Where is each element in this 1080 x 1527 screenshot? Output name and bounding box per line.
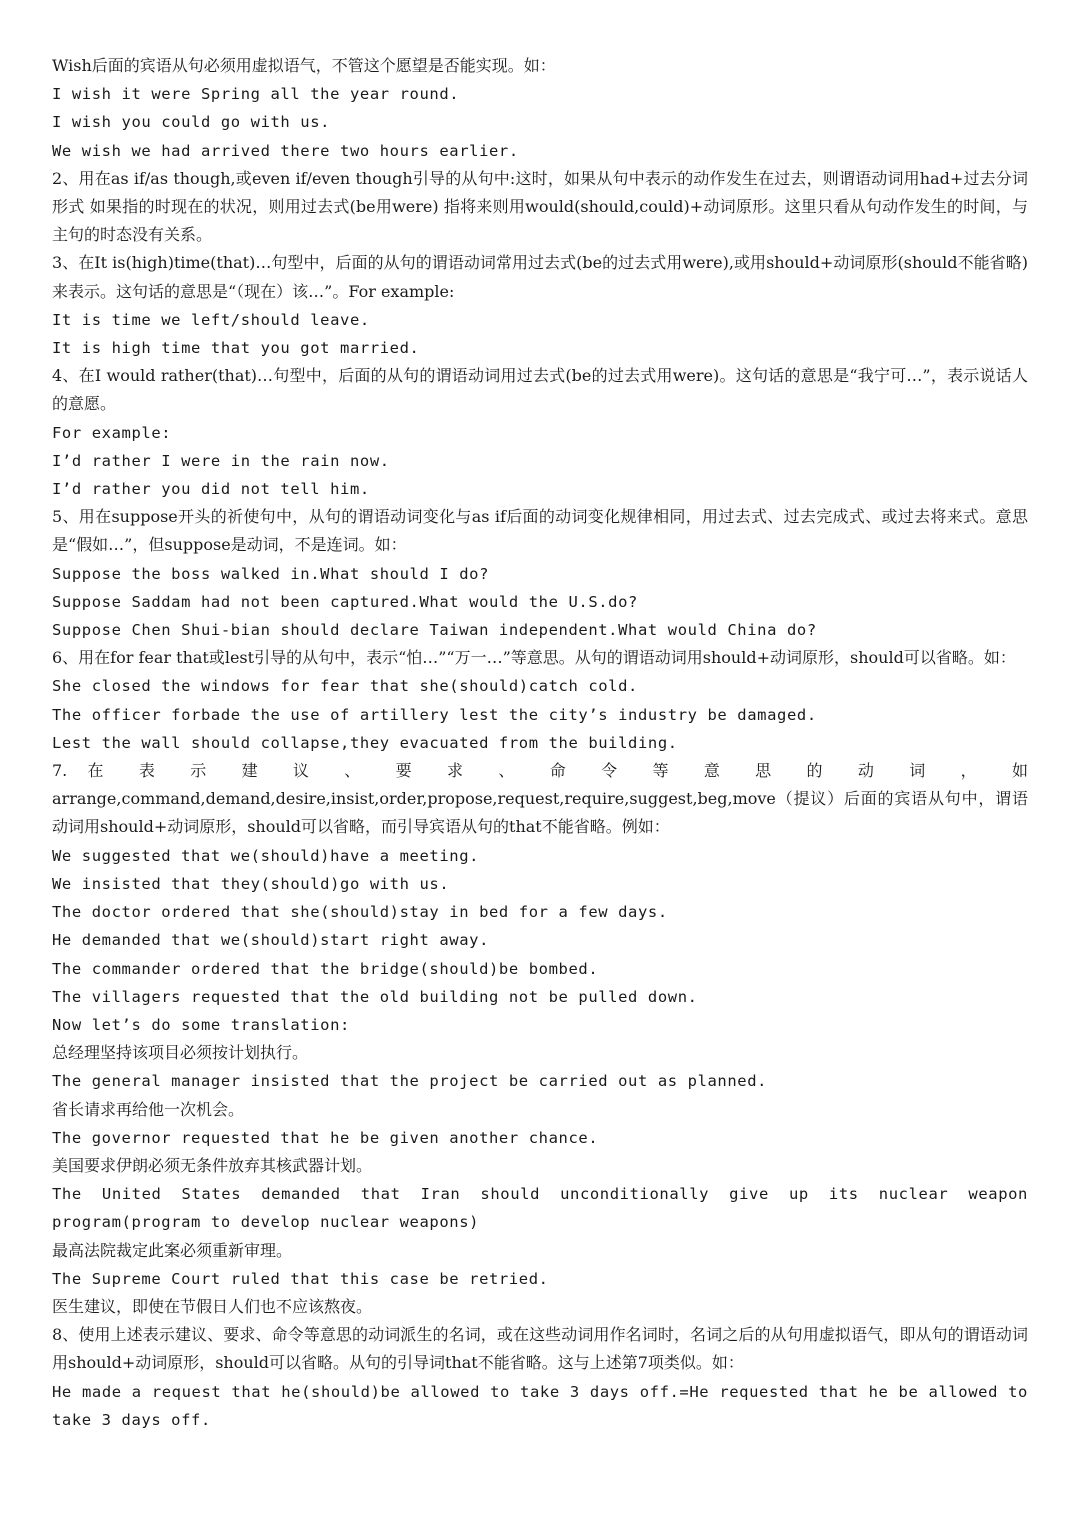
chinese-text-line: 总经理坚持该项目必须按计划执行。 — [52, 1043, 309, 1063]
english-example-line: It is high time that you got married. — [52, 339, 420, 358]
chinese-text-line: 4、在I would rather(that)…句型中，后面的从句的谓语动词用过去式(be的过去式用were)。这句话的意思是“我宁可…”，表示说话人的意愿。 — [52, 366, 1028, 414]
english-example-line: The governor requested that he be given another chance. — [52, 1128, 599, 1147]
english-example-line: The Supreme Court ruled that this case be retried. — [52, 1269, 549, 1288]
english-example-line: Suppose Chen Shui-bian should declare Taiwan independent.What would China do? — [52, 621, 817, 640]
english-example-line: I wish you could go with us. — [52, 113, 331, 132]
english-example-line: Lest the wall should collapse,they evacuated from the building. — [52, 733, 678, 752]
chinese-text-line: 8、使用上述表示建议、要求、命令等意思的动词派生的名词，或在这些动词用作名词时，名词之后的从句用虚拟语气，即从句的谓语动词用should+动词原形，should可以省略。从句的引导词that不能省略。这与上述第7项类似。如： — [52, 1325, 1028, 1373]
english-example-line: We insisted that they(should)go with us. — [52, 874, 450, 893]
english-example-line: For example: — [52, 423, 172, 442]
english-example-line: The officer forbade the use of artillery lest the city’s industry be damaged. — [52, 705, 817, 724]
english-example-line: The doctor ordered that she(should)stay in bed for a few days. — [52, 903, 668, 922]
english-example-line: We wish we had arrived there two hours earlier. — [52, 141, 519, 160]
english-example-line: He made a request that he(should)be allowed to take 3 days off.=He requested that he be allowed to take 3 days off. — [52, 1382, 1028, 1429]
chinese-text-line: 最高法院裁定此案必须重新审理。 — [52, 1240, 293, 1260]
english-example-line: Suppose the boss walked in.What should I do? — [52, 564, 489, 583]
chinese-text-line: arrange,command,demand,desire,insist,order,propose,request,require,suggest,beg,move（提议）后面的宾语从句中，谓语动词用should+动词原形，should可以省略，而引导宾语从句的that不能省略。例如： — [52, 789, 1028, 837]
chinese-text-line: 3、在It is(high)time(that)…句型中，后面的从句的谓语动词常用过去式(be的过去式用were),或用should+动词原形(should不能省略)来表示。这句话的意思是“（现在）该…”。For example: — [52, 253, 1028, 301]
english-example-line: He demanded that we(should)start right away. — [52, 931, 489, 950]
english-example-line: I’d rather I were in the rain now. — [52, 451, 390, 470]
english-example-line: Suppose Saddam had not been captured.What would the U.S.do? — [52, 592, 638, 611]
english-example-line: The United States demanded that Iran should unconditionally give up its nuclear weapon program(program to develop nuclear weapons) — [52, 1185, 1028, 1232]
document-body — [52, 52, 1028, 1434]
english-example-line: The commander ordered that the bridge(should)be bombed. — [52, 959, 599, 978]
chinese-text-line: 7. 在 表 示 建 议 、 要 求 、 命 令 等 意 思 的 动 词 ， 如 — [52, 761, 1028, 781]
chinese-text-line: 2、用在as if/as though,或even if/even though引导的从句中:这时，如果从句中表示的动作发生在过去，则谓语动词用had+过去分词形式 如果指的时现在的状况，则用过去式(be用were) 指将来则用would(should,could)+动词原形。这里只看从句动作发生的时间，与主句的时态没有关系。 — [52, 168, 1028, 245]
chinese-text-line: 6、用在for fear that或lest引导的从句中，表示“怕…”“万一…”等意思。从句的谓语动词用should+动词原形，should可以省略。如： — [52, 648, 1016, 668]
chinese-text-line: 省长请求再给他一次机会。 — [52, 1099, 245, 1119]
chinese-text-line: 5、用在suppose开头的祈使句中，从句的谓语动词变化与as if后面的动词变化规律相同，用过去式、过去完成式、或过去将来式。意思是“假如…”，但suppose是动词，不是连词。如： — [52, 507, 1028, 555]
english-example-line: It is time we left/should leave. — [52, 310, 370, 329]
english-example-line: She closed the windows for fear that she(should)catch cold. — [52, 677, 638, 696]
chinese-text-line: 医生建议，即使在节假日人们也不应该熬夜。 — [52, 1296, 373, 1316]
english-example-line: The general manager insisted that the project be carried out as planned. — [52, 1072, 768, 1091]
english-example-line: The villagers requested that the old building not be pulled down. — [52, 987, 698, 1006]
english-example-line: Now let’s do some translation: — [52, 1015, 350, 1034]
english-example-line: We suggested that we(should)have a meeting. — [52, 846, 480, 865]
chinese-text-line: 美国要求伊朗必须无条件放弃其核武器计划。 — [52, 1155, 373, 1175]
english-example-line: I’d rather you did not tell him. — [52, 480, 370, 499]
chinese-text-line: Wish后面的宾语从句必须用虚拟语气，不管这个愿望是否能实现。如： — [52, 56, 556, 75]
english-example-line: I wish it were Spring all the year round. — [52, 85, 460, 104]
